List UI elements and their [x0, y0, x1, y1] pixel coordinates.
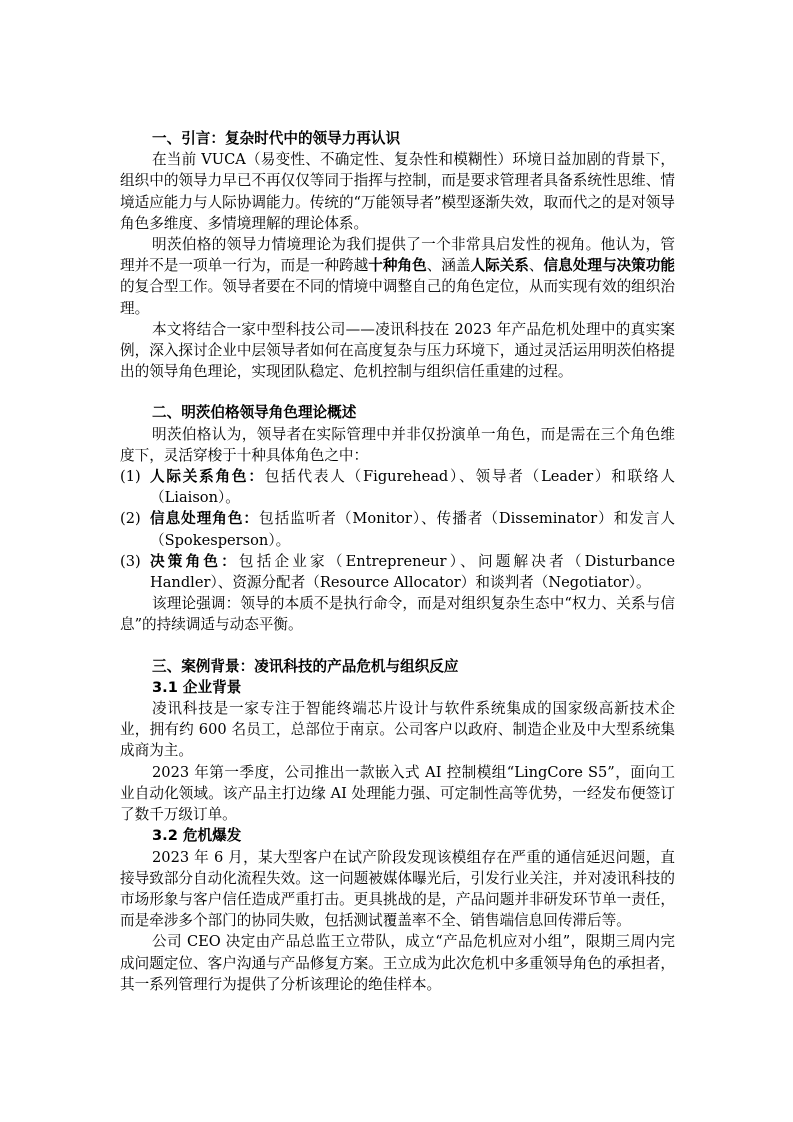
subsection-3-2-paragraph-2: 公司 CEO 决定由产品总监王立带队，成立“产品危机应对小组”，限期三周内完成问题定位、客户沟通与产品修复方案。王立成为此次危机中多重领导角色的承担者，其一系列管理行为提供了分析该理论的绝佳样本。	[120, 933, 675, 993]
bold-phrase-interpersonal: 人际关系	[470, 257, 529, 275]
paragraph-text: 、	[528, 257, 544, 275]
section-1-paragraph-1: 在当前 VUCA（易变性、不确定性、复杂性和模糊性）环境日益加剧的背景下，组织中的领导力早已不再仅仅等同于指挥与控制，而是要求管理者具备系统性思维、情境适应能力与人际协调能力。传统的“万能领导者”模型逐渐失效，取而代之的是对领导角色多维度、多情境理解的理论体系。	[120, 151, 675, 232]
bold-phrase-ten-roles: 十种角色	[368, 257, 427, 275]
section-1-heading: 一、引言：复杂时代中的领导力再认识	[152, 130, 401, 147]
subsection-3-1-paragraph-2: 2023 年第一季度，公司推出一款嵌入式 AI 控制模组“LingCore S5”，面向工业自动化领域。该产品主打边缘 AI 处理能力强、可定制性高等优势，一经发布便签订了数千万级订单。	[120, 763, 675, 824]
role-text: 包括监听者（Monitor）、传播者（Disseminator）和发言人（Spokesperson）。	[150, 510, 675, 549]
role-list-item	[120, 508, 675, 550]
section-2-summary: 该理论强调：领导的本质不是执行命令，而是对组织复杂生态中“权力、关系与信息”的持续调适与动态平衡。	[120, 595, 675, 634]
paragraph-text: 的复合型工作。领导者要在不同的情境中调整自己的角色定位，从而实现有效的组织治理。	[120, 278, 675, 317]
subsection-3-2-paragraph-1: 2023 年 6 月，某大型客户在试产阶段发现该模组存在严重的通信延迟问题，直接导致部分自动化流程失效。这一问题被媒体曝光后，引发行业关注，并对凌讯科技的市场形象与客户信任造成严重打击。更具挑战的是，产品问题并非研发环节单一责任，而是牵涉多个部门的协同失败，包括测试覆盖率不全、销售端信息回传滞后等。	[120, 848, 675, 930]
role-text: 包括企业家（Entrepreneur）、问题解决者（Disturbance Handler）、资源分配者（Resource Allocator）和谈判者（Negotiator）。	[150, 552, 675, 592]
role-text: 包括代表人（Figurehead）、领导者（Leader）和联络人（Liaison）。	[150, 468, 675, 507]
list-item-body	[150, 551, 675, 593]
role-list-item	[120, 551, 675, 593]
list-number: (3)	[120, 552, 141, 570]
paragraph-text: 、涵盖	[426, 257, 471, 275]
section-1-paragraph-2	[120, 234, 675, 319]
section-2-intro: 明茨伯格认为，领导者在实际管理中并非仅扮演单一角色，而是需在三个角色维度下，灵活穿梭于十种具体角色之中：	[120, 425, 675, 464]
paragraph-text: 明茨伯格的领导力情境理论为我们提供了一个非常具启发性的视角。他认为，管理并不是一项单一行为，而是一种跨越	[120, 236, 675, 275]
subsection-3-1-heading: 3.1 企业背景	[152, 678, 242, 696]
section-2-heading: 二、明茨伯格领导角色理论概述	[152, 404, 357, 422]
subsection-3-1-paragraph-1: 凌讯科技是一家专注于智能终端芯片设计与软件系统集成的国家级高新技术企业，拥有约 600 名员工，总部位于南京。公司客户以政府、制造企业及中大型系统集成商为主。	[120, 700, 675, 760]
document-page	[120, 128, 675, 995]
list-item-body	[150, 466, 675, 508]
list-number: (2)	[120, 510, 141, 528]
list-item-body	[150, 508, 675, 550]
role-label: 人际关系角色：	[150, 468, 265, 486]
role-list-item	[120, 466, 675, 508]
subsection-3-2-heading: 3.2 危机爆发	[152, 827, 242, 845]
role-label: 决策角色：	[150, 552, 239, 570]
section-1-paragraph-3: 本文将结合一家中型科技公司——凌讯科技在 2023 年产品危机处理中的真实案例，深入探讨企业中层领导者如何在高度复杂与压力环境下，通过灵活运用明茨伯格提出的领导角色理论，实现团队稳定、危机控制与组织信任重建的过程。	[120, 320, 675, 381]
section-3-heading: 三、案例背景：凌讯科技的产品危机与组织反应	[152, 657, 459, 675]
role-label: 信息处理角色：	[150, 510, 259, 528]
bold-phrase-info-decision: 信息处理与决策功能	[543, 257, 675, 275]
list-number: (1)	[120, 468, 141, 486]
